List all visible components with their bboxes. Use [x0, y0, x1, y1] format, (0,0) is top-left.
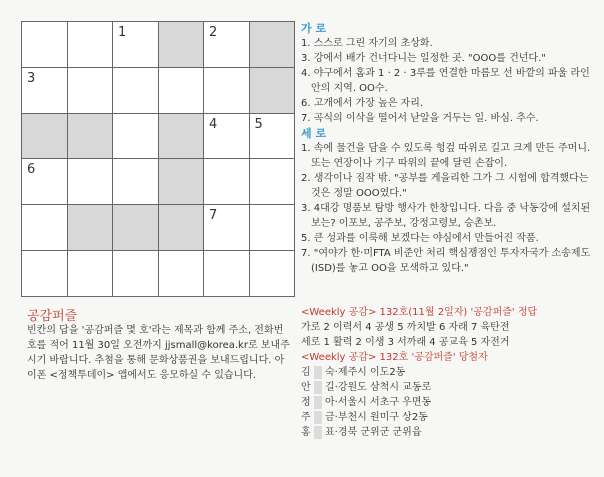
- grid-cell-shaded: [68, 205, 113, 250]
- clues-panel: [301, 21, 597, 276]
- winner-rest: 숙·제주시 이도2동: [325, 367, 406, 378]
- across-clue: 7. 곡식의 이삭을 떨어서 낟알을 거두는 일. 바심. 추수.: [301, 113, 539, 124]
- winner-item: [301, 395, 597, 410]
- name-mask: [314, 396, 322, 409]
- grid-cell-shaded: [159, 22, 204, 67]
- grid-cell-shaded: [250, 22, 295, 67]
- name-mask: [314, 411, 322, 424]
- winners-list: [301, 365, 597, 440]
- winner-item: [301, 425, 597, 440]
- grid-cell[interactable]: [22, 159, 67, 204]
- clue-number: 3: [27, 70, 36, 86]
- grid-cell[interactable]: [204, 68, 249, 113]
- puzzle-description: 빈칸의 답을 '공감퍼즐 몇 호'라는 제목과 함께 주소, 전화번호를 적어 11월 30일 오전까지 jjsmall@korea.kr로 보내주시기 바랍니다. 추첨을 통해 문화상품권을 보내드립니다. 아이폰 <정책투데이> 앱에서도 응모하실 수 있습니다.: [27, 325, 290, 381]
- winner-surname: 안: [301, 382, 311, 393]
- grid-cell[interactable]: [113, 114, 158, 159]
- grid-cell[interactable]: [68, 68, 113, 113]
- grid-cell[interactable]: [68, 159, 113, 204]
- grid-cell[interactable]: [113, 68, 158, 113]
- winner-rest: 금·부천시 원미구 상2동: [325, 412, 428, 423]
- across-clue: 1. 스스로 그린 자기의 초상화.: [301, 38, 433, 49]
- grid-cell[interactable]: [250, 205, 295, 250]
- answer-down: 세로 1 활력 2 이생 3 서까래 4 공교육 5 자전거: [301, 337, 510, 348]
- winner-item: [301, 410, 597, 425]
- down-clue-list: [301, 141, 597, 276]
- name-mask: [314, 426, 322, 439]
- grid-cell[interactable]: [113, 22, 158, 67]
- crossword-grid: [21, 21, 295, 297]
- results-panel: [301, 305, 597, 440]
- clue-number: 1: [118, 25, 127, 40]
- grid-cell-shaded: [159, 205, 204, 250]
- grid-cell[interactable]: [113, 251, 158, 296]
- down-clue: 2. 생각이나 짐작 밖. "공부를 게을리한 그가 그 시험에 합격했다는 것은 정말 OOO였다.": [301, 173, 589, 199]
- grid-cell-shaded: [68, 114, 113, 159]
- grid-cell[interactable]: [159, 68, 204, 113]
- winner-surname: 주: [301, 412, 311, 423]
- grid-cell-shaded: [159, 159, 204, 204]
- grid-cell[interactable]: [68, 251, 113, 296]
- grid-cell[interactable]: [204, 205, 249, 250]
- grid-cell[interactable]: [22, 22, 67, 67]
- winner-item: [301, 380, 597, 395]
- down-clue: 3. 4대강 명품보 탐방 행사가 한창입니다. 다음 중 낙동강에 설치된 보는? 이포보, 공주보, 강정고령보, 승촌보.: [301, 203, 591, 229]
- down-clue: 5. 큰 성과를 이룩해 보겠다는 야심에서 만들어진 작품.: [301, 233, 539, 244]
- grid-cell[interactable]: [159, 251, 204, 296]
- grid-cell[interactable]: [113, 159, 158, 204]
- puzzle-title: 공감퍼즐: [27, 309, 78, 324]
- name-mask: [314, 381, 322, 394]
- down-heading: 세 로: [301, 127, 327, 140]
- across-heading: 가 로: [301, 22, 327, 35]
- winner-rest: 길·강원도 삼척시 교동로: [325, 382, 432, 393]
- clue-number: 6: [27, 162, 36, 178]
- grid-cell[interactable]: [250, 251, 295, 296]
- winner-surname: 홍: [301, 427, 311, 438]
- across-clue: 6. 고개에서 가장 높은 자리.: [301, 98, 424, 109]
- grid-cell[interactable]: [204, 114, 249, 159]
- grid-cell-shaded: [250, 68, 295, 113]
- winners-header: <Weekly 공감> 132호 '공감퍼즐' 당첨자: [301, 352, 488, 363]
- grid-cell[interactable]: [204, 251, 249, 296]
- clue-number: 2: [209, 25, 218, 40]
- across-clue: 4. 야구에서 홈과 1 · 2 · 3루를 연결한 마름모 선 바깥의 파울 라인 안의 지역. OO수.: [301, 68, 590, 94]
- across-clue: 3. 강에서 배가 건너다니는 일정한 곳. "OOO를 건넌다.": [301, 53, 546, 64]
- grid-cell[interactable]: [22, 68, 67, 113]
- winner-item: [301, 365, 597, 380]
- winner-rest: 표·경북 군위군 군위읍: [325, 427, 422, 438]
- grid-cell[interactable]: [22, 251, 67, 296]
- answer-across: 가로 2 이력서 4 공생 5 까치발 6 자래 7 육탄전: [301, 322, 510, 333]
- winner-surname: 김: [301, 367, 311, 378]
- grid-cell-shaded: [159, 114, 204, 159]
- across-clue-list: [301, 36, 597, 126]
- grid-cell-shaded: [22, 114, 67, 159]
- grid-cell[interactable]: [68, 22, 113, 67]
- grid-cell[interactable]: [250, 159, 295, 204]
- winner-rest: 아·서울시 서초구 우면동: [325, 397, 432, 408]
- clue-number: 7: [209, 208, 218, 224]
- grid-cell[interactable]: [204, 22, 249, 67]
- answer-header: <Weekly 공감> 132호(11월 2일자) '공감퍼즐' 정답: [301, 307, 538, 318]
- grid-cell[interactable]: [250, 114, 295, 159]
- name-mask: [314, 366, 322, 379]
- grid-cell[interactable]: [204, 159, 249, 204]
- grid-cell[interactable]: [22, 205, 67, 250]
- clue-number: 4: [209, 116, 218, 132]
- grid-cell-shaded: [113, 205, 158, 250]
- clue-number: 5: [254, 116, 263, 132]
- winner-surname: 정: [301, 397, 311, 408]
- down-clue: 7. "여야가 한·미FTA 비준안 처리 핵심쟁점인 투자자국가 소송제도(ISD)를 놓고 OO을 모색하고 있다.": [301, 248, 591, 274]
- down-clue: 1. 속에 물건을 담을 수 있도록 헝겊 따위로 길고 크게 만든 주머니. 또는 연장이나 기구 따위의 끝에 달린 손잡이.: [301, 143, 591, 169]
